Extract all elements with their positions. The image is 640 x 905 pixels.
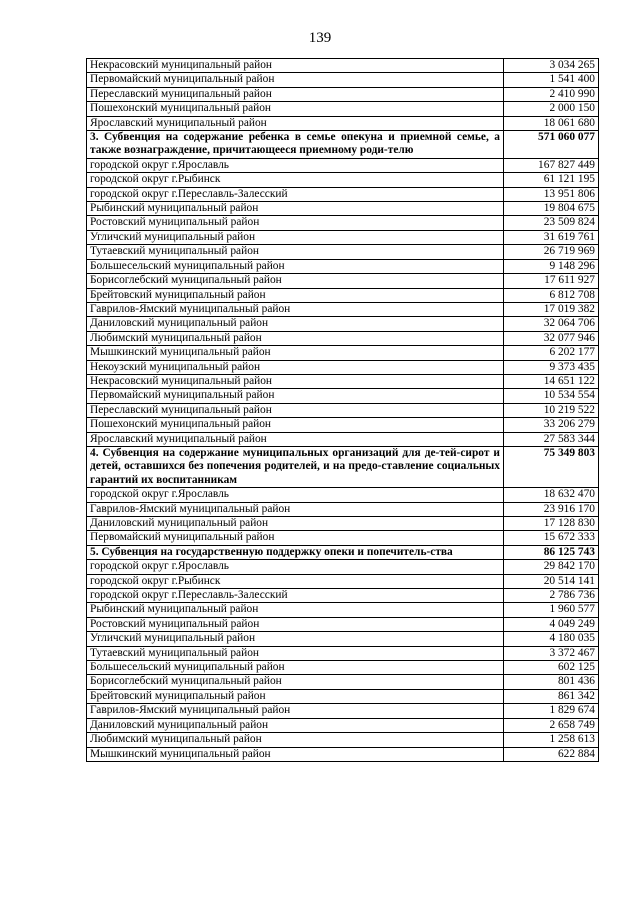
table-row bbox=[87, 574, 599, 588]
municipality-name: Тутаевский муниципальный район bbox=[87, 646, 504, 660]
table-row bbox=[87, 360, 599, 374]
table-row bbox=[87, 259, 599, 273]
table-row bbox=[87, 488, 599, 502]
municipality-name: Любимский муниципальный район bbox=[87, 733, 504, 747]
amount-value: 4 180 035 bbox=[504, 632, 599, 646]
table-row bbox=[87, 302, 599, 316]
section-row bbox=[87, 545, 599, 559]
amount-value: 1 258 613 bbox=[504, 733, 599, 747]
table-row bbox=[87, 346, 599, 360]
amount-value: 29 842 170 bbox=[504, 560, 599, 574]
municipality-name: Рыбинский муниципальный район bbox=[87, 603, 504, 617]
budget-table bbox=[86, 58, 599, 762]
table-row bbox=[87, 87, 599, 101]
table-row bbox=[87, 274, 599, 288]
municipality-name: Гаврилов-Ямский муниципальный район bbox=[87, 302, 504, 316]
municipality-name: Мышкинский муниципальный район bbox=[87, 346, 504, 360]
table-row bbox=[87, 403, 599, 417]
table-row bbox=[87, 718, 599, 732]
municipality-name: Даниловский муниципальный район bbox=[87, 718, 504, 732]
amount-value: 17 128 830 bbox=[504, 517, 599, 531]
table-row bbox=[87, 389, 599, 403]
table-row bbox=[87, 747, 599, 761]
municipality-name: Тутаевский муниципальный район bbox=[87, 245, 504, 259]
municipality-name: Некрасовский муниципальный район bbox=[87, 59, 504, 73]
table-row bbox=[87, 517, 599, 531]
municipality-name: Гаврилов-Ямский муниципальный район bbox=[87, 704, 504, 718]
amount-value: 2 410 990 bbox=[504, 87, 599, 101]
amount-value: 61 121 195 bbox=[504, 173, 599, 187]
table-row bbox=[87, 675, 599, 689]
municipality-name: Даниловский муниципальный район bbox=[87, 317, 504, 331]
amount-value: 17 019 382 bbox=[504, 302, 599, 316]
section-total: 75 349 803 bbox=[504, 446, 599, 487]
amount-value: 3 372 467 bbox=[504, 646, 599, 660]
municipality-name: Борисоглебский муниципальный район bbox=[87, 675, 504, 689]
table-row bbox=[87, 173, 599, 187]
municipality-name: Гаврилов-Ямский муниципальный район bbox=[87, 502, 504, 516]
table-row bbox=[87, 704, 599, 718]
municipality-name: Брейтовский муниципальный район bbox=[87, 288, 504, 302]
municipality-name: Большесельский муниципальный район bbox=[87, 259, 504, 273]
table-row bbox=[87, 589, 599, 603]
table-row bbox=[87, 733, 599, 747]
amount-value: 167 827 449 bbox=[504, 158, 599, 172]
municipality-name: Брейтовский муниципальный район bbox=[87, 689, 504, 703]
amount-value: 14 651 122 bbox=[504, 374, 599, 388]
table-row bbox=[87, 59, 599, 73]
section-title: 3. Субвенция на содержание ребенка в семье опекуна и приемной семье, а также вознаграждение, причитающееся приемному роди-телю bbox=[87, 131, 504, 159]
municipality-name: Даниловский муниципальный район bbox=[87, 517, 504, 531]
section-title: 4. Субвенция на содержание муниципальных организаций для де-тей-сирот и детей, оставшихся без попечения родителей, и на предо-ставление социальных гарантий их воспитанникам bbox=[87, 446, 504, 487]
municipality-name: городской округ г.Рыбинск bbox=[87, 173, 504, 187]
municipality-name: городской округ г.Ярославль bbox=[87, 488, 504, 502]
municipality-name: городской округ г.Ярославль bbox=[87, 158, 504, 172]
table-row bbox=[87, 603, 599, 617]
table-row bbox=[87, 288, 599, 302]
municipality-name: Переславский муниципальный район bbox=[87, 87, 504, 101]
amount-value: 1 829 674 bbox=[504, 704, 599, 718]
amount-value: 622 884 bbox=[504, 747, 599, 761]
table-row bbox=[87, 245, 599, 259]
amount-value: 1 541 400 bbox=[504, 73, 599, 87]
table-row bbox=[87, 617, 599, 631]
municipality-name: Любимский муниципальный район bbox=[87, 331, 504, 345]
amount-value: 32 077 946 bbox=[504, 331, 599, 345]
municipality-name: Пошехонский муниципальный район bbox=[87, 102, 504, 116]
table-row bbox=[87, 102, 599, 116]
table-row bbox=[87, 502, 599, 516]
amount-value: 23 509 824 bbox=[504, 216, 599, 230]
amount-value: 17 611 927 bbox=[504, 274, 599, 288]
table-row bbox=[87, 317, 599, 331]
amount-value: 4 049 249 bbox=[504, 617, 599, 631]
table-row bbox=[87, 432, 599, 446]
section-title: 5. Субвенция на государственную поддержку опеки и попечитель-ства bbox=[87, 545, 504, 559]
municipality-name: Некрасовский муниципальный район bbox=[87, 374, 504, 388]
amount-value: 9 373 435 bbox=[504, 360, 599, 374]
municipality-name: Ярославский муниципальный район bbox=[87, 116, 504, 130]
municipality-name: городской округ г.Рыбинск bbox=[87, 574, 504, 588]
amount-value: 861 342 bbox=[504, 689, 599, 703]
amount-value: 32 064 706 bbox=[504, 317, 599, 331]
section-total: 571 060 077 bbox=[504, 131, 599, 159]
municipality-name: Рыбинский муниципальный район bbox=[87, 202, 504, 216]
table-row bbox=[87, 531, 599, 545]
municipality-name: Переславский муниципальный район bbox=[87, 403, 504, 417]
amount-value: 10 534 554 bbox=[504, 389, 599, 403]
amount-value: 1 960 577 bbox=[504, 603, 599, 617]
municipality-name: городской округ г.Переславль-Залесский bbox=[87, 187, 504, 201]
amount-value: 9 148 296 bbox=[504, 259, 599, 273]
amount-value: 23 916 170 bbox=[504, 502, 599, 516]
amount-value: 19 804 675 bbox=[504, 202, 599, 216]
amount-value: 10 219 522 bbox=[504, 403, 599, 417]
municipality-name: Ростовский муниципальный район bbox=[87, 216, 504, 230]
amount-value: 18 632 470 bbox=[504, 488, 599, 502]
amount-value: 13 951 806 bbox=[504, 187, 599, 201]
municipality-name: Первомайский муниципальный район bbox=[87, 73, 504, 87]
table-row bbox=[87, 216, 599, 230]
municipality-name: Борисоглебский муниципальный район bbox=[87, 274, 504, 288]
amount-value: 2 658 749 bbox=[504, 718, 599, 732]
amount-value: 801 436 bbox=[504, 675, 599, 689]
municipality-name: Мышкинский муниципальный район bbox=[87, 747, 504, 761]
amount-value: 33 206 279 bbox=[504, 418, 599, 432]
municipality-name: Большесельский муниципальный район bbox=[87, 661, 504, 675]
municipality-name: городской округ г.Переславль-Залесский bbox=[87, 589, 504, 603]
section-total: 86 125 743 bbox=[504, 545, 599, 559]
municipality-name: Угличский муниципальный район bbox=[87, 632, 504, 646]
table-row bbox=[87, 560, 599, 574]
table-row bbox=[87, 661, 599, 675]
municipality-name: Некоузский муниципальный район bbox=[87, 360, 504, 374]
table-row bbox=[87, 374, 599, 388]
table-row bbox=[87, 632, 599, 646]
table-row bbox=[87, 689, 599, 703]
municipality-name: Первомайский муниципальный район bbox=[87, 389, 504, 403]
amount-value: 2 786 736 bbox=[504, 589, 599, 603]
amount-value: 27 583 344 bbox=[504, 432, 599, 446]
amount-value: 31 619 761 bbox=[504, 230, 599, 244]
municipality-name: Первомайский муниципальный район bbox=[87, 531, 504, 545]
amount-value: 2 000 150 bbox=[504, 102, 599, 116]
amount-value: 20 514 141 bbox=[504, 574, 599, 588]
municipality-name: городской округ г.Ярославль bbox=[87, 560, 504, 574]
table-row bbox=[87, 646, 599, 660]
table-row bbox=[87, 331, 599, 345]
amount-value: 602 125 bbox=[504, 661, 599, 675]
amount-value: 6 812 708 bbox=[504, 288, 599, 302]
table-row bbox=[87, 187, 599, 201]
section-row bbox=[87, 446, 599, 487]
budget-table-body bbox=[87, 59, 599, 762]
amount-value: 15 672 333 bbox=[504, 531, 599, 545]
table-row bbox=[87, 73, 599, 87]
section-row bbox=[87, 131, 599, 159]
table-row bbox=[87, 116, 599, 130]
table-row bbox=[87, 158, 599, 172]
amount-value: 26 719 969 bbox=[504, 245, 599, 259]
table-row bbox=[87, 418, 599, 432]
table-row bbox=[87, 202, 599, 216]
page-number: 139 bbox=[308, 30, 332, 46]
table-row bbox=[87, 230, 599, 244]
amount-value: 6 202 177 bbox=[504, 346, 599, 360]
amount-value: 18 061 680 bbox=[504, 116, 599, 130]
amount-value: 3 034 265 bbox=[504, 59, 599, 73]
municipality-name: Пошехонский муниципальный район bbox=[87, 418, 504, 432]
municipality-name: Ярославский муниципальный район bbox=[87, 432, 504, 446]
municipality-name: Ростовский муниципальный район bbox=[87, 617, 504, 631]
municipality-name: Угличский муниципальный район bbox=[87, 230, 504, 244]
